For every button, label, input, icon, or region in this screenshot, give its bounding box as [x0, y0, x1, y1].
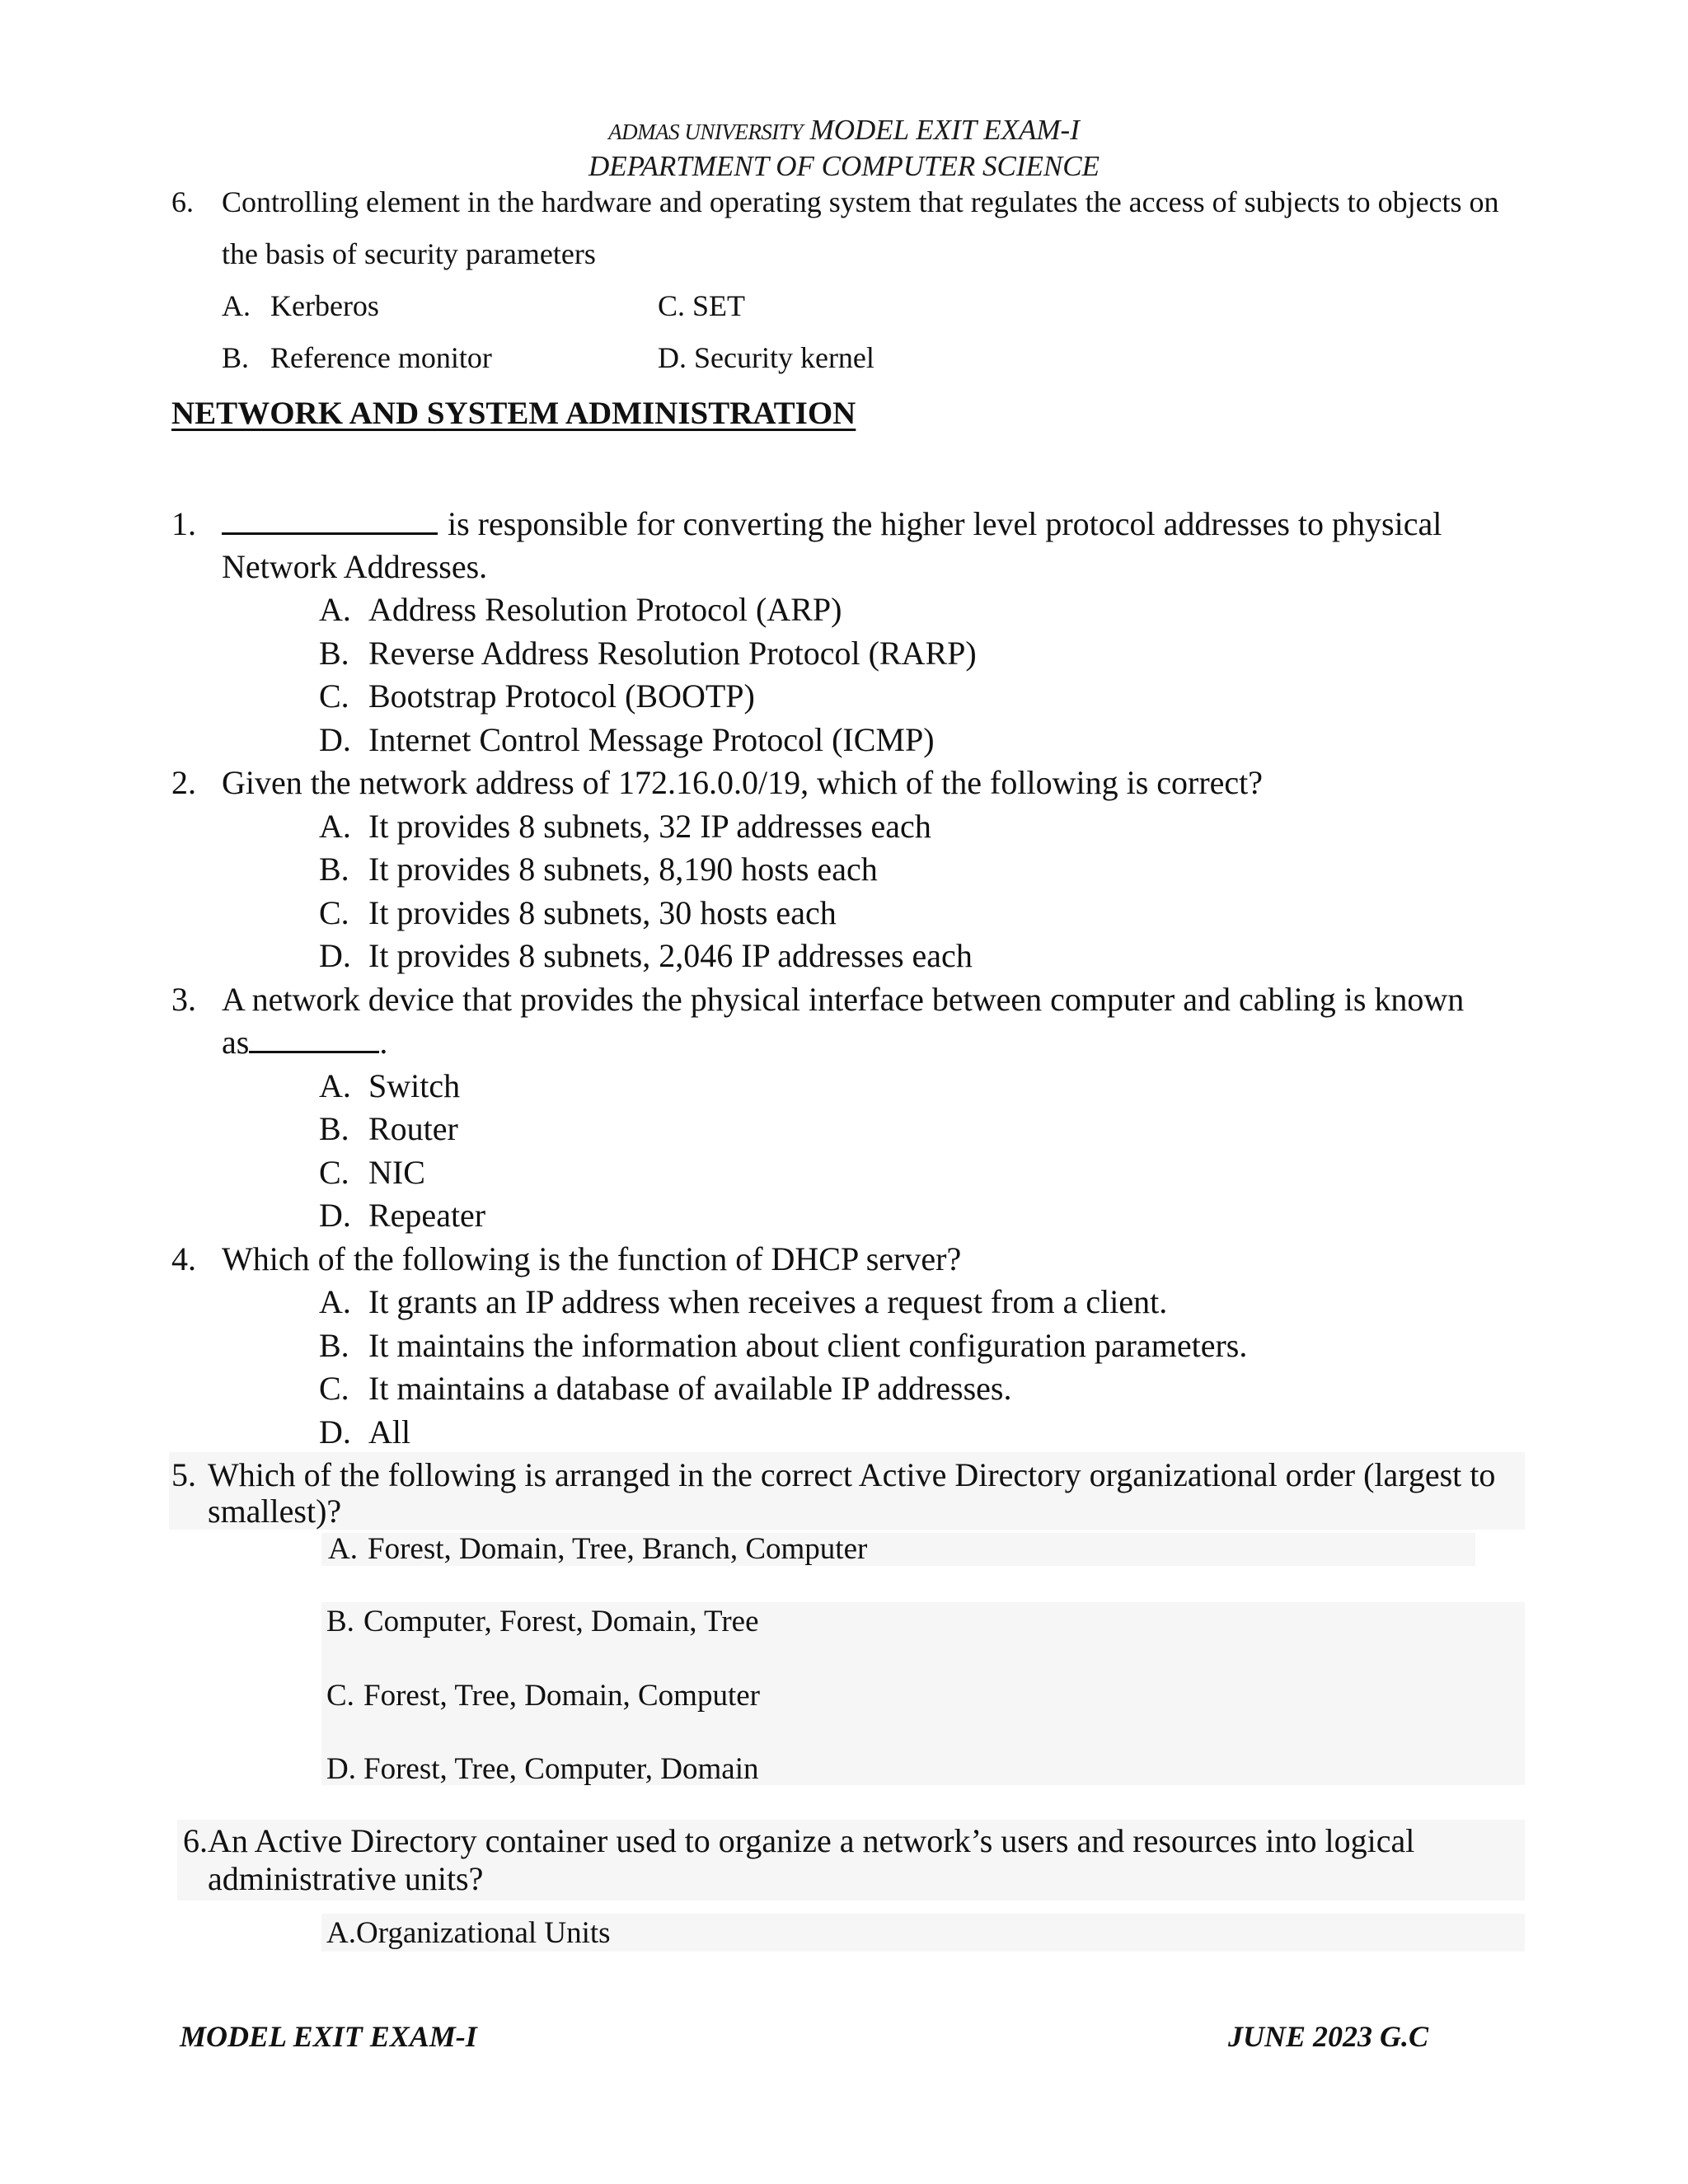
- option-letter: B.: [319, 1110, 349, 1147]
- option-letter: B.: [222, 341, 250, 374]
- university-name: ADMAS UNIVERSITY: [608, 120, 803, 144]
- option-text: Kerberos: [270, 289, 379, 322]
- question-text: Which of the following is arranged in the correct Active Directory organizational order (largest to: [208, 1456, 1496, 1493]
- option-text: Reference monitor: [270, 341, 492, 374]
- question-text: A network device that provides the physical interface between computer and cabling is known: [222, 981, 1465, 1018]
- option-text: It provides 8 subnets, 8,190 hosts each: [368, 851, 878, 888]
- option-letter: A.: [319, 1067, 351, 1104]
- option-text: Bootstrap Protocol (BOOTP): [368, 677, 755, 715]
- option-letter: D.: [319, 1197, 351, 1234]
- option-text: Internet Control Message Protocol (ICMP): [368, 721, 935, 758]
- option-letter: C.: [319, 677, 349, 715]
- page-header-line1: [0, 114, 1688, 147]
- question-text: smallest)?: [208, 1493, 342, 1530]
- option-letter: C.: [326, 1679, 354, 1713]
- question-text: Given the network address of 172.16.0.0/19, which of the following is correct?: [222, 764, 1264, 801]
- option-text: It provides 8 subnets, 32 IP addresses each: [368, 808, 931, 845]
- question-text: is responsible for converting the higher level protocol addresses to physical: [222, 504, 1442, 543]
- question-text: as .: [222, 1024, 388, 1061]
- question-number: 3.: [171, 981, 196, 1018]
- option-text: C. SET: [658, 289, 746, 322]
- option-text: It provides 8 subnets, 30 hosts each: [368, 894, 837, 931]
- question-number: 5.: [171, 1456, 196, 1493]
- option-letter: D.: [326, 1752, 356, 1786]
- question-number: 6.: [171, 185, 194, 218]
- footer-left: MODEL EXIT EXAM-I: [180, 2020, 477, 2053]
- option-letter: C.: [319, 894, 349, 931]
- option-text: Forest, Domain, Tree, Branch, Computer: [368, 1532, 868, 1566]
- option-text: It provides 8 subnets, 2,046 IP addresses each: [368, 937, 973, 974]
- answer-blank: [249, 1026, 379, 1053]
- option-letter: B.: [319, 1327, 349, 1364]
- option-letter: C.: [319, 1370, 349, 1407]
- option-letter: C.: [319, 1154, 349, 1191]
- question-number: 4.: [171, 1240, 196, 1277]
- option-text: D. Security kernel: [658, 341, 874, 374]
- question-text: Which of the following is the function of DHCP server?: [222, 1240, 962, 1277]
- option-letter: B.: [326, 1605, 354, 1638]
- option-letter: A.: [222, 289, 251, 322]
- option-text: A.Organizational Units: [326, 1916, 611, 1950]
- question-text: 6.An Active Directory container used to organize a network’s users and resources into logical: [183, 1822, 1415, 1859]
- question-text: Network Addresses.: [222, 548, 488, 585]
- option-letter: D.: [319, 721, 351, 758]
- option-letter: B.: [319, 851, 349, 888]
- question-text: the basis of security parameters: [222, 237, 596, 270]
- option-letter: B.: [319, 635, 349, 672]
- option-text: NIC: [368, 1154, 425, 1191]
- option-letter: D.: [319, 1413, 351, 1451]
- option-text: Switch: [368, 1067, 461, 1104]
- option-text: Repeater: [368, 1197, 486, 1234]
- option-text: Router: [368, 1110, 458, 1147]
- option-text: It grants an IP address when receives a request from a client.: [368, 1283, 1168, 1320]
- department-name: DEPARTMENT OF COMPUTER SCIENCE: [588, 150, 1100, 182]
- option-letter: A.: [328, 1532, 358, 1566]
- option-text: Computer, Forest, Domain, Tree: [363, 1605, 759, 1638]
- option-letter: A.: [319, 1283, 351, 1320]
- option-text: Forest, Tree, Domain, Computer: [363, 1679, 760, 1713]
- option-text: It maintains the information about client configuration parameters.: [368, 1327, 1248, 1364]
- section-title: NETWORK AND SYSTEM ADMINISTRATION: [171, 396, 856, 431]
- footer-right: JUNE 2023 G.C: [1228, 2020, 1429, 2053]
- option-letter: D.: [319, 937, 351, 974]
- option-letter: A.: [319, 808, 351, 845]
- option-text: All: [368, 1413, 411, 1451]
- question-text: Controlling element in the hardware and operating system that regulates the access of subjects to objects on: [222, 185, 1499, 218]
- option-text: Reverse Address Resolution Protocol (RARP): [368, 635, 977, 672]
- exam-title: MODEL EXIT EXAM-I: [809, 114, 1080, 146]
- option-text: Address Resolution Protocol (ARP): [368, 591, 842, 628]
- answer-blank: [222, 508, 438, 535]
- question-number: 1.: [171, 505, 196, 542]
- option-letter: A.: [319, 591, 351, 628]
- option-text: Forest, Tree, Computer, Domain: [363, 1752, 759, 1786]
- question-number: 2.: [171, 764, 196, 801]
- option-text: It maintains a database of available IP addresses.: [368, 1370, 1012, 1407]
- question-text: administrative units?: [208, 1860, 484, 1897]
